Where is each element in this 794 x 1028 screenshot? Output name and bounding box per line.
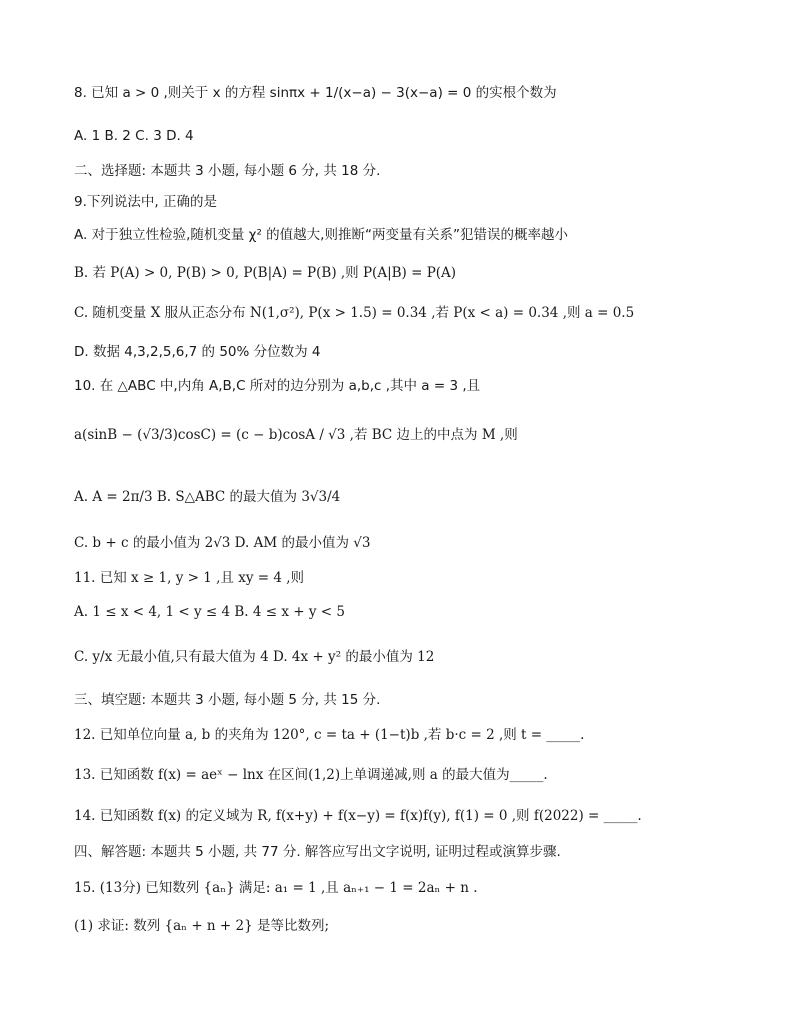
question-11-options-cd: C. y/x 无最小值,只有最大值为 4 D. 4x + y² 的最小值为 12	[74, 649, 435, 665]
question-9-stem: 9.下列说法中, 正确的是	[74, 194, 217, 210]
question-11-stem: 11. 已知 x ≥ 1, y > 1 ,且 xy = 4 ,则	[74, 570, 305, 586]
question-10-options-cd: C. b + c 的最小值为 2√3 D. AM 的最小值为 √3	[74, 535, 371, 551]
question-8-options: A. 1 B. 2 C. 3 D. 4	[74, 128, 194, 144]
section-2-heading: 二、选择题: 本题共 3 小题, 每小题 6 分, 共 18 分.	[74, 163, 381, 179]
question-15-stem: 15. (13分) 已知数列 {aₙ} 满足: a₁ = 1 ,且 aₙ₊₁ − 1 = 2aₙ + n .	[74, 880, 478, 896]
question-12: 12. 已知单位向量 a, b 的夹角为 120°, c = ta + (1−t)b ,若 b·c = 2 ,则 t = _____.	[74, 727, 585, 743]
question-10-condition: a(sinB − (√3/3)cosC) = (c − b)cosA / √3 ,若 BC 边上的中点为 M ,则	[74, 427, 518, 443]
question-9-option-d: D. 数据 4,3,2,5,6,7 的 50% 分位数为 4	[74, 344, 321, 360]
question-14: 14. 已知函数 f(x) 的定义域为 R, f(x+y) + f(x−y) = f(x)f(y), f(1) = 0 ,则 f(2022) = _____.	[74, 808, 642, 824]
section-4-heading: 四、解答题: 本题共 5 小题, 共 77 分. 解答应写出文字说明, 证明过程或演算步骤.	[74, 844, 561, 860]
section-3-heading: 三、填空题: 本题共 3 小题, 每小题 5 分, 共 15 分.	[74, 692, 381, 708]
question-8-stem: 8. 已知 a > 0 ,则关于 x 的方程 sinπx + 1/(x−a) − 3(x−a) = 0 的实根个数为	[74, 85, 557, 101]
question-9-option-b: B. 若 P(A) > 0, P(B) > 0, P(B|A) = P(B) ,则 P(A|B) = P(A)	[74, 265, 457, 281]
question-15-part-1: (1) 求证: 数列 {aₙ + n + 2} 是等比数列;	[74, 918, 330, 934]
question-13: 13. 已知函数 f(x) = aeˣ − lnx 在区间(1,2)上单调递减,则 a 的最大值为_____.	[74, 767, 548, 783]
question-10-stem: 10. 在 △ABC 中,内角 A,B,C 所对的边分别为 a,b,c ,其中 a = 3 ,且	[74, 378, 481, 394]
question-10-options-ab: A. A = 2π/3 B. S△ABC 的最大值为 3√3/4	[74, 489, 341, 505]
question-11-options-ab: A. 1 ≤ x < 4, 1 < y ≤ 4 B. 4 ≤ x + y < 5	[74, 604, 345, 620]
question-9-option-a: A. 对于独立性检验,随机变量 χ² 的值越大,则推断“两变量有关系”犯错误的概率越小	[74, 227, 568, 243]
question-9-option-c: C. 随机变量 X 服从正态分布 N(1,σ²), P(x > 1.5) = 0.34 ,若 P(x < a) = 0.34 ,则 a = 0.5	[74, 305, 635, 321]
